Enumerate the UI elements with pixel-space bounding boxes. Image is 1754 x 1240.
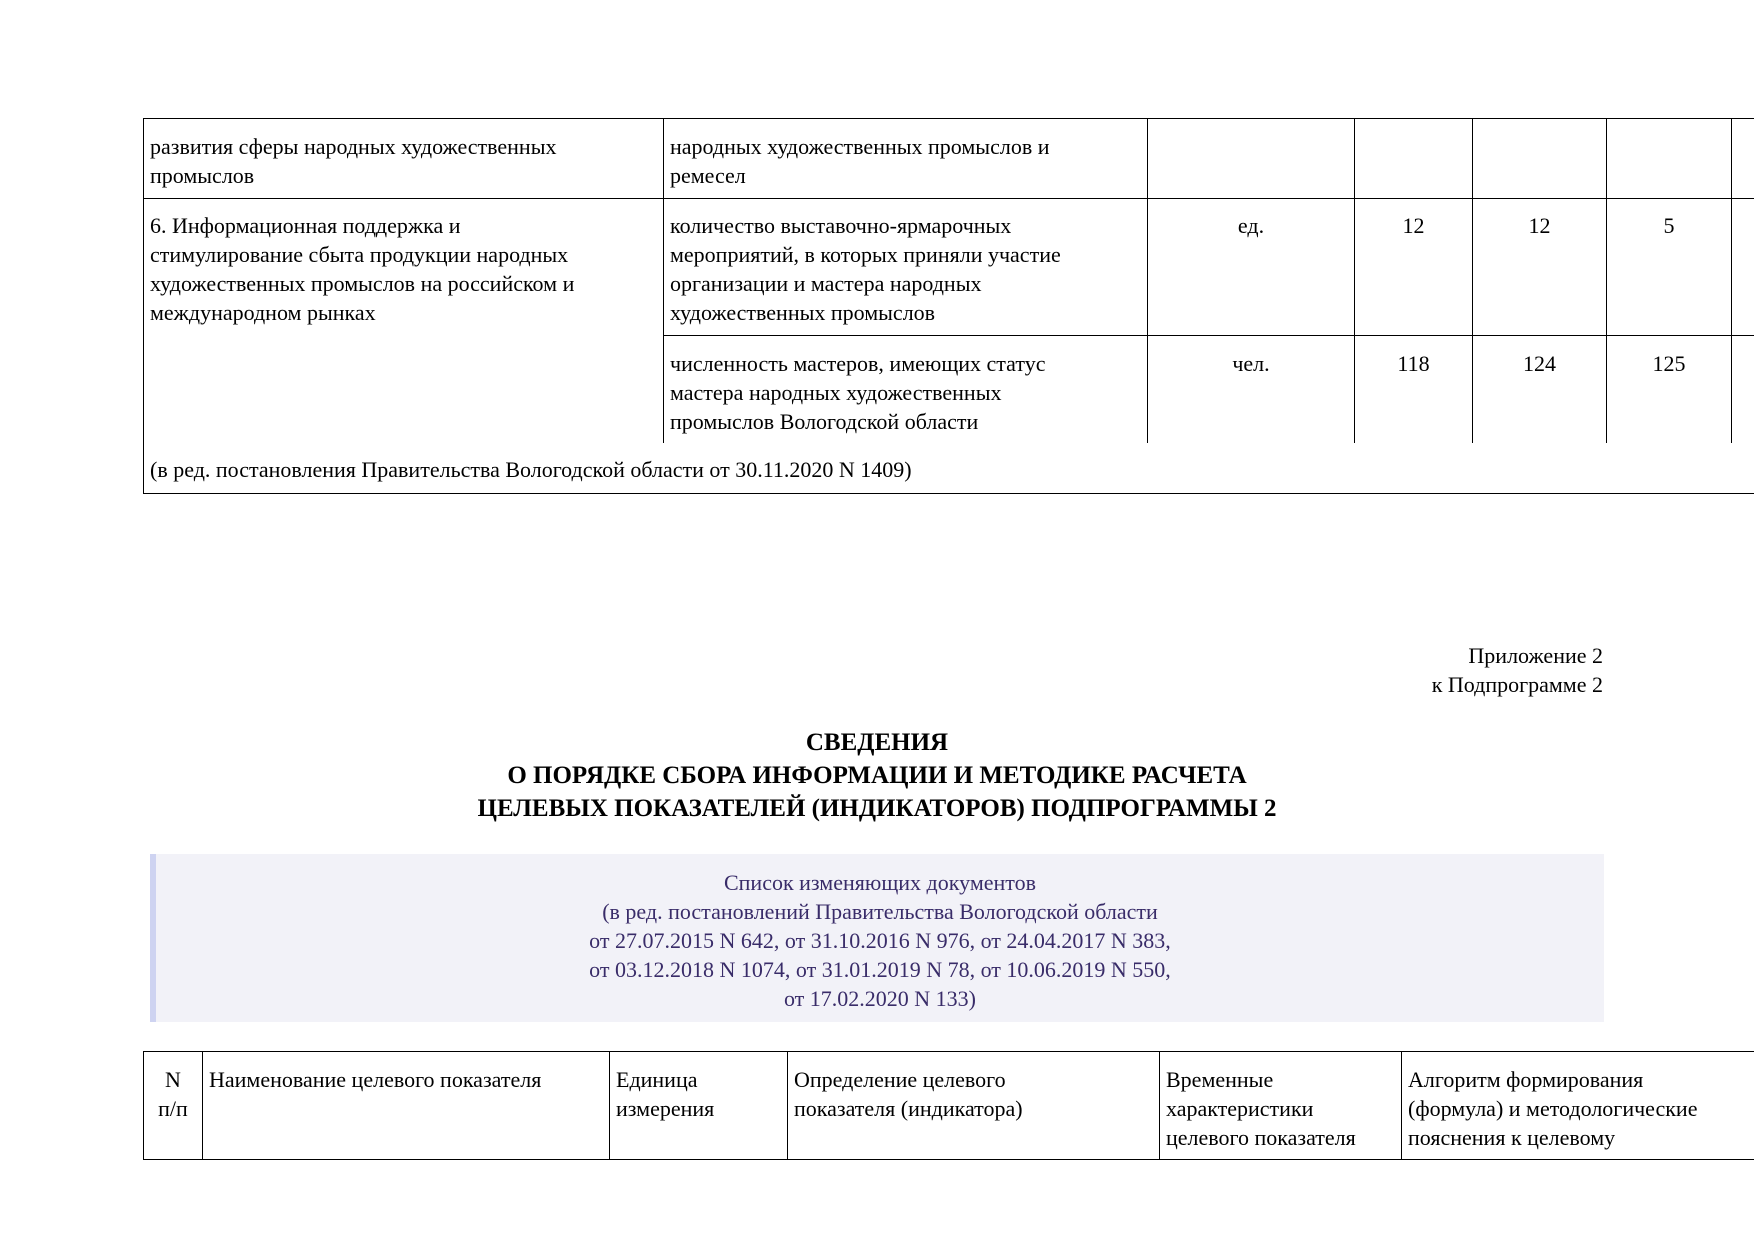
appendix-line: Приложение 2	[1468, 643, 1603, 668]
appendix-label	[1432, 641, 1603, 699]
page-title	[0, 726, 1754, 825]
table-rule	[1159, 1051, 1160, 1160]
table-rule	[143, 1051, 1754, 1052]
table-cell-unit: чел.	[1232, 351, 1270, 376]
table-cell-task: 6. Информационная поддержка и стимулирование сбыта продукции народных художественных промыслов на российском и международном рынках	[150, 213, 575, 325]
table-cell-value: 12	[1528, 213, 1551, 238]
table-cell-value: 125	[1652, 351, 1686, 376]
amendments-line: от 03.12.2018 N 1074, от 31.01.2019 N 78, от 10.06.2019 N 550,	[589, 957, 1171, 982]
table-cell-task: развития сферы народных художественных промыслов	[150, 134, 557, 188]
column-header-unit: Единица измерения	[616, 1067, 715, 1121]
title-line: О ПОРЯДКЕ СБОРА ИНФОРМАЦИИ И МЕТОДИКЕ РАСЧЕТА	[507, 762, 1247, 789]
column-header-number: N п/п	[158, 1067, 188, 1121]
title-line: СВЕДЕНИЯ	[805, 729, 949, 756]
table-rule	[663, 335, 1754, 336]
table-rule	[143, 1159, 1754, 1160]
table-rule	[143, 118, 144, 494]
table-rule	[609, 1051, 610, 1160]
column-header-algorithm: Алгоритм формирования (формула) и методологические пояснения к целевому	[1408, 1067, 1698, 1150]
column-header-name: Наименование целевого показателя	[209, 1067, 542, 1092]
table-rule	[1147, 118, 1148, 443]
table-rule	[1401, 1051, 1402, 1160]
amendments-heading: Список изменяющих документов	[723, 870, 1036, 895]
table-rule	[663, 118, 664, 443]
title-line: ЦЕЛЕВЫХ ПОКАЗАТЕЛЕЙ (ИНДИКАТОРОВ) ПОДПРОГРАММЫ 2	[477, 795, 1277, 822]
indicators-table	[0, 0, 1754, 500]
table-cell-value: 12	[1402, 213, 1425, 238]
table-cell-value: 118	[1397, 351, 1430, 376]
table-rule	[1606, 118, 1607, 443]
table-cell-unit: ед.	[1237, 213, 1265, 238]
table-cell-value: 5	[1663, 213, 1675, 238]
amendment-note: (в ред. постановления Правительства Вологодской области от 30.11.2020 N 1409)	[150, 457, 912, 482]
table-rule	[143, 493, 1754, 494]
table-cell-indicator: количество выставочно-ярмарочных мероприятий, в которых приняли участие организации и мастера народных художественных промыслов	[670, 213, 1061, 325]
amendments-line: (в ред. постановлений Правительства Вологодской области	[602, 899, 1158, 924]
table-rule	[143, 1051, 144, 1160]
table-rule	[1472, 118, 1473, 443]
table-cell-indicator: народных художественных промыслов и ремесел	[670, 134, 1050, 188]
amendments-box	[150, 854, 1604, 1022]
table-cell-indicator: численность мастеров, имеющих статус мастера народных художественных промыслов Вологодской области	[670, 351, 1046, 434]
table-rule	[202, 1051, 203, 1160]
table-rule	[1731, 118, 1732, 443]
appendix-line: к Подпрограмме 2	[1431, 672, 1603, 697]
table-rule	[787, 1051, 788, 1160]
amendments-line: от 17.02.2020 N 133)	[783, 986, 977, 1011]
table-rule	[143, 198, 1754, 199]
column-header-definition: Определение целевого показателя (индикатора)	[794, 1067, 1023, 1121]
table-rule	[143, 118, 1754, 119]
amendments-line: от 27.07.2015 N 642, от 31.10.2016 N 976, от 24.04.2017 N 383,	[589, 928, 1171, 953]
column-header-timing: Временные характеристики целевого показателя	[1166, 1067, 1356, 1150]
table-cell-value: 124	[1523, 351, 1556, 376]
table-rule	[1354, 118, 1355, 443]
